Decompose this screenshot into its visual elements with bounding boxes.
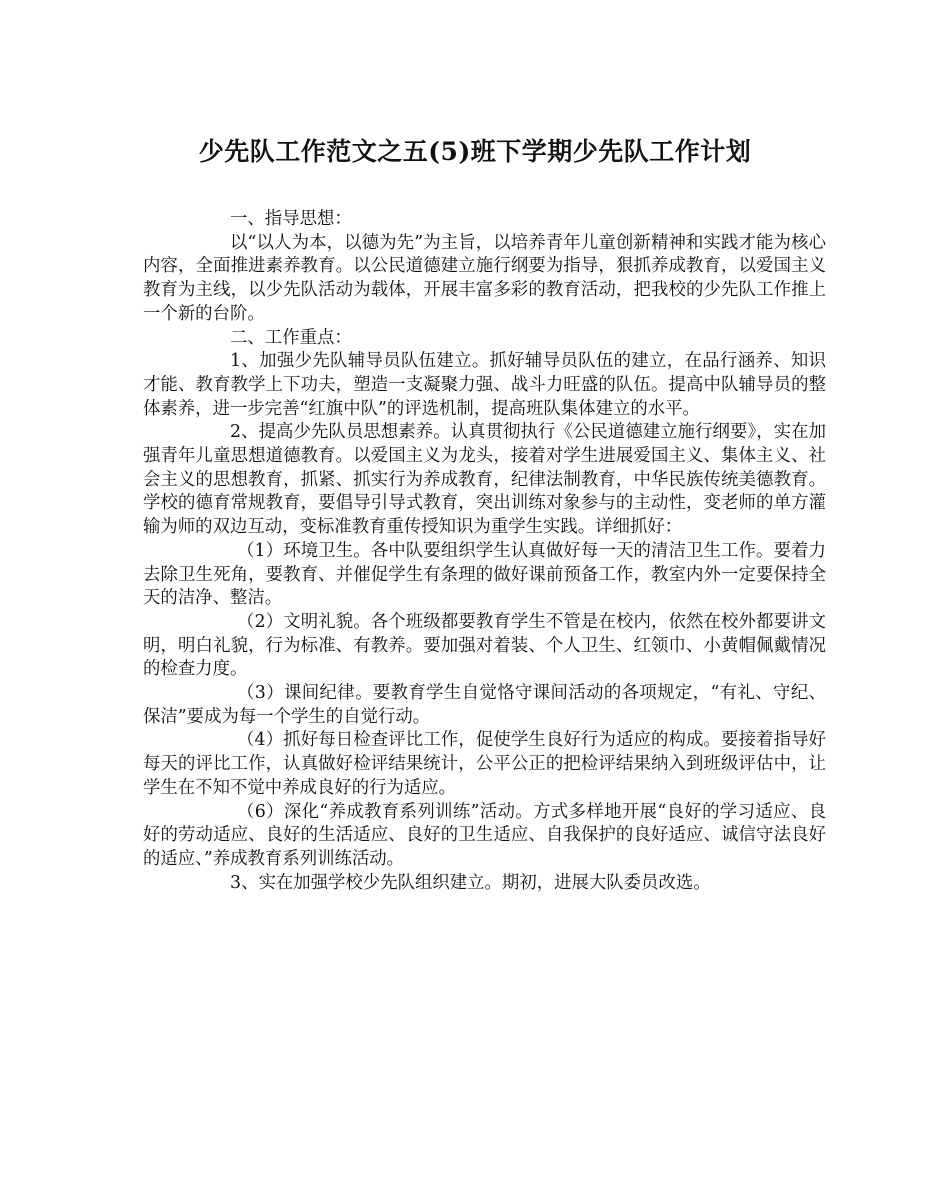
paragraph-sub-6: （6）深化“养成教育系列训练”活动。方式多样地开展“良好的学习适应、良好的劳动适应、良好的生活适应、良好的卫生适应、自我保护的良好适应、诚信守法良好的适应、”养成教育系列训练活动。 [143,801,826,869]
document-body [143,208,826,895]
paragraph-sub-4: （4）抓好每日检查评比工作，促使学生良好行为适应的构成。要接着指导好每天的评比工作，认真做好检评结果统计，公平公正的把检评结果纳入到班级评估中，让学生在不知不觉中养成良好的行为适应。 [143,730,826,798]
paragraph-guiding-ideology: 以“以人为本，以德为先”为主旨，以培养青年儿童创新精神和实践才能为核心内容，全面推进素养教育。以公民道德建立施行纲要为指导，狠抓养成教育，以爱国主义教育为主线，以少先队活动为载体，开展丰富多彩的教育活动，把我校的少先队工作推上一个新的台阶。 [143,232,826,324]
paragraph-item-1: 1、加强少先队辅导员队伍建立。抓好辅导员队伍的建立，在品行涵养、知识才能、教育教学上下功夫，塑造一支凝聚力强、战斗力旺盛的队伍。提高中队辅导员的整体素养，进一步完善“红旗中队”的评选机制，提高班队集体建立的水平。 [143,351,826,419]
paragraph-item-3: 3、实在加强学校少先队组织建立。期初，进展大队委员改选。 [230,872,711,893]
paragraph-sub-1: （1）环境卫生。各中队要组织学生认真做好每一天的清洁卫生工作。要着力去除卫生死角，要教育、并催促学生有条理的做好课前预备工作，教室内外一定要保持全天的洁净、整洁。 [143,540,826,609]
paragraph-item-2: 2、提高少先队员思想素养。认真贯彻执行《公民道德建立施行纲要》，实在加强青年儿童思想道德教育。以爱国主义为龙头，接着对学生进展爱国主义、集体主义、社会主义的思想教育，抓紧、抓实行为养成教育，纪律法制教育，中华民族传统美德教育。学校的德育常规教育，要倡导引导式教育，突出训练对象参与的主动性，变老师的单方灌输为师的双边互动，变标准教育重传授知识为重学生实践。详细抓好： [143,422,826,538]
paragraph-sub-2: （2）文明礼貌。各个班级都要教育学生不管是在校内，依然在校外都要讲文明，明白礼貌，行为标准、有教养。要加强对着装、个人卫生、红领巾、小黄帽佩戴情况的检查力度。 [143,611,826,680]
document-title: 少先队工作范文之五(5)班下学期少先队工作计划 [198,137,752,166]
heading-guiding-ideology: 一、指导思想： [230,209,352,229]
paragraph-sub-3: （3）课间纪律。要教育学生自觉恪守课间活动的各项规定，“有礼、守纪、保洁”要成为每一个学生的自觉行动。 [143,683,826,727]
heading-work-focus: 二、工作重点： [230,327,352,348]
